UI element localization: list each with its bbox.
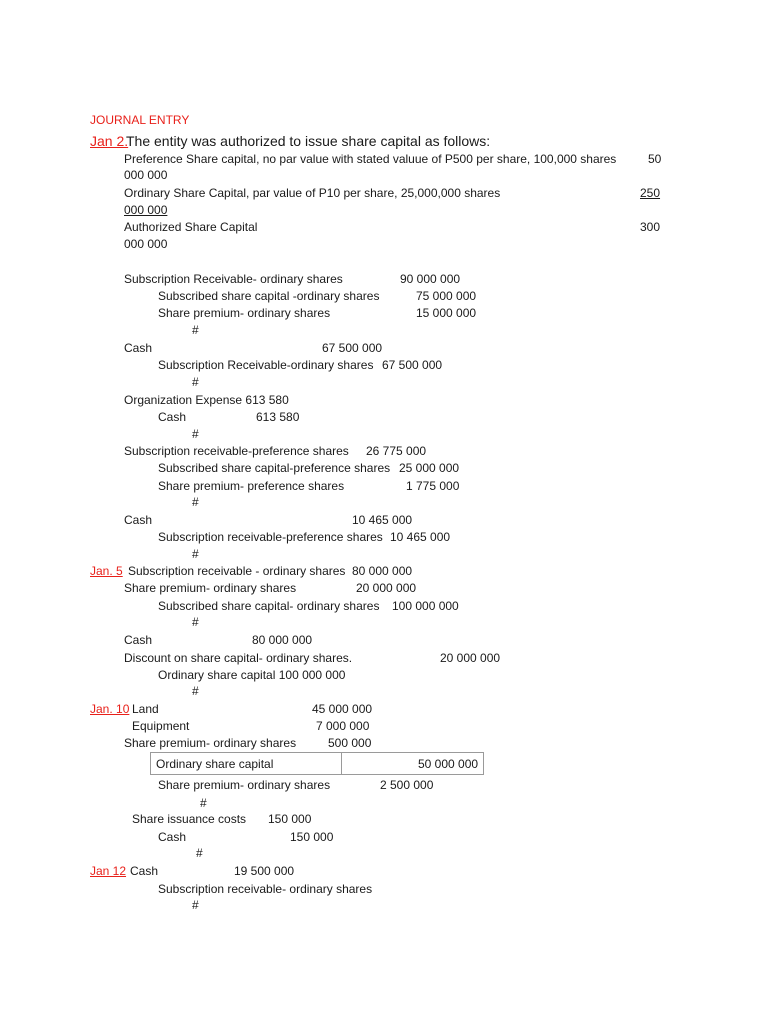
entry-separator: # [192, 495, 199, 509]
entry-amount: 10 465 000 [352, 513, 413, 527]
entry-amount: 80 000 000 [352, 564, 413, 578]
entry-amount: 67 500 000 [382, 358, 443, 372]
entry-amount: 10 465 000 [390, 530, 451, 544]
entry-line: Cash [124, 633, 153, 647]
entry-line: Equipment [132, 719, 190, 733]
entry-line: Subscribed share capital- ordinary shares [158, 599, 380, 613]
entry-line: Subscribed share capital-preference shares [158, 461, 391, 475]
entry-line: Share premium- preference shares [158, 479, 345, 493]
date-jan-12: Jan 12 [90, 864, 127, 878]
entry-amount: 45 000 000 [312, 702, 373, 716]
entry-line: Share issuance costs [132, 812, 247, 826]
entry-amount: 90 000 000 [400, 272, 461, 286]
entry-line: Subscribed share capital -ordinary shares [158, 289, 380, 303]
entry-amount: 67 500 000 [322, 341, 383, 355]
entry-line: Subscription receivable- ordinary shares [158, 882, 373, 896]
entry-line: Cash [124, 341, 153, 355]
entry-separator: # [192, 898, 199, 912]
entry-amount: 19 500 000 [234, 864, 295, 878]
entry-line: Subscription Receivable- ordinary shares [124, 272, 343, 286]
entry-line: Land [132, 702, 159, 716]
entry-amount: 20 000 000 [356, 581, 417, 595]
entry-separator: # [192, 684, 199, 698]
auth-share-amount-cont: 000 000 [124, 237, 168, 251]
entry-amount: 500 000 [328, 736, 372, 750]
entry-amount: 50 000 000 [418, 757, 479, 771]
entry-line: Cash [158, 410, 187, 424]
entry-line: Subscription receivable-preference shares [158, 530, 383, 544]
page-title: JOURNAL ENTRY [90, 113, 190, 127]
ord-share-amount: 250 [640, 186, 661, 200]
entry-separator: # [196, 846, 203, 860]
entry-line: Ordinary share capital [156, 757, 274, 771]
pref-share-amount-cont: 000 000 [124, 168, 168, 182]
ord-share-line: Ordinary Share Capital, par value of P10 per share, 25,000,000 shares [124, 186, 501, 200]
date-jan-10: Jan. 10 [90, 702, 130, 716]
entry-amount: 100 000 000 [392, 599, 459, 613]
entry-amount: 20 000 000 [440, 651, 501, 665]
entry-line: Share premium- ordinary shares [158, 778, 331, 792]
entry-line: Subscription receivable - ordinary shares [128, 564, 346, 578]
entry-line: Cash [124, 513, 153, 527]
entry-line: Organization Expense 613 580 [124, 393, 289, 407]
entry-separator: # [192, 615, 199, 629]
entry-amount: 25 000 000 [399, 461, 460, 475]
entry-line: Subscription Receivable-ordinary shares [158, 358, 374, 372]
entry-separator: # [192, 427, 199, 441]
date-jan-5: Jan. 5 [90, 564, 123, 578]
entry-separator: # [200, 796, 207, 810]
pref-share-line: Preference Share capital, no par value with stated valuue of P500 per share, 100,000 shares [124, 152, 617, 166]
entry-amount: 75 000 000 [416, 289, 477, 303]
entry-amount: 1 775 000 [406, 479, 460, 493]
entry-amount: 150 000 [268, 812, 312, 826]
entry-line: Subscription receivable-preference shares [124, 444, 349, 458]
entry-line: Share premium- ordinary shares [124, 581, 297, 595]
entry-amount: 80 000 000 [252, 633, 313, 647]
entry-line: Share premium- ordinary shares [158, 306, 331, 320]
entry-amount: 2 500 000 [380, 778, 434, 792]
entry-line: Share premium- ordinary shares [124, 736, 297, 750]
entry-line: Ordinary share capital 100 000 000 [158, 668, 346, 682]
entry-amount: 613 580 [256, 410, 300, 424]
jan2-description: The entity was authorized to issue share capital as follows: [126, 133, 491, 149]
entry-line: Discount on share capital- ordinary shares. [124, 651, 353, 665]
ord-share-amount-cont: 000 000 [124, 203, 168, 217]
box-divider [341, 753, 342, 774]
entry-separator: # [192, 375, 199, 389]
entry-separator: # [192, 547, 199, 561]
entry-amount: 15 000 000 [416, 306, 477, 320]
date-jan-2: Jan 2. [90, 133, 129, 149]
pref-share-amount: 50 [648, 152, 662, 166]
entry-amount: 7 000 000 [316, 719, 370, 733]
entry-line: Cash [158, 830, 187, 844]
entry-amount: 26 775 000 [366, 444, 427, 458]
auth-share-line: Authorized Share Capital [124, 220, 258, 234]
entry-separator: # [192, 323, 199, 337]
entry-line: Cash [130, 864, 159, 878]
auth-share-amount: 300 [640, 220, 661, 234]
entry-amount: 150 000 [290, 830, 334, 844]
